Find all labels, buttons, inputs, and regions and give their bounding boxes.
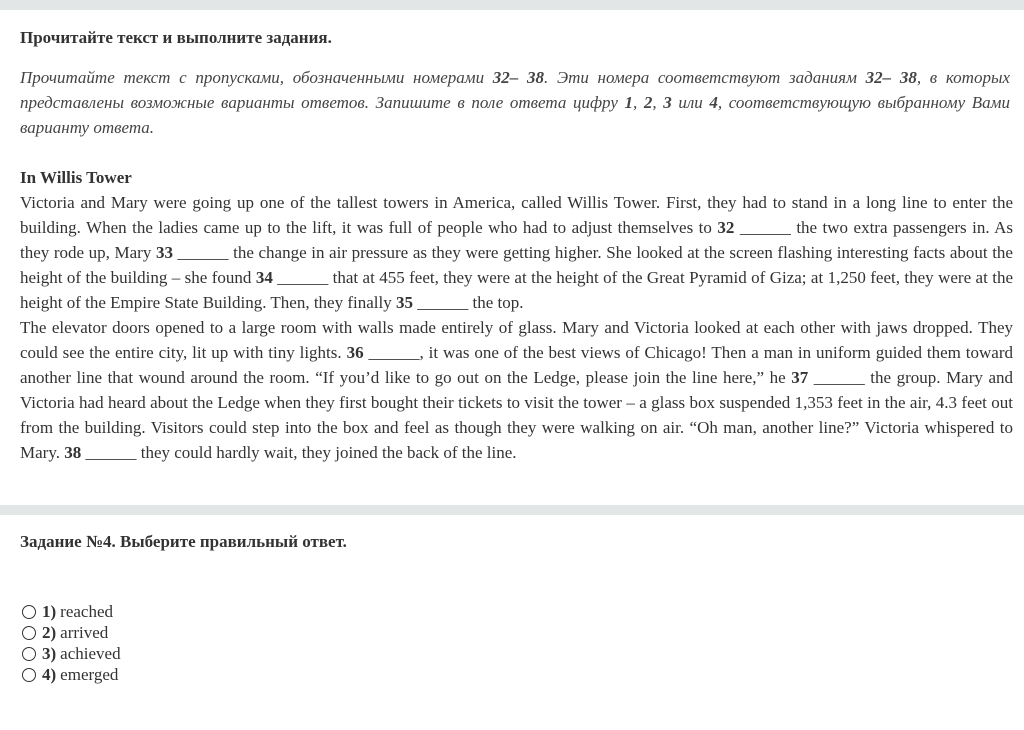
answer-option-2[interactable] bbox=[20, 622, 121, 643]
answer-option-4[interactable] bbox=[20, 664, 121, 685]
bold-text-run: 37 bbox=[791, 368, 809, 387]
bold-text-run: 32– 38 bbox=[492, 68, 544, 87]
option-label: emerged bbox=[60, 664, 119, 684]
text-run: ______ the change in air pressure as they were getting higher. She looked at the screen flashing interesting facts about the height of the building – she found bbox=[20, 243, 1013, 287]
text-run: , bbox=[632, 93, 644, 112]
text-run: ______ the top. bbox=[412, 293, 524, 312]
answer-option-1[interactable] bbox=[20, 601, 121, 622]
text-run: , соответствующую выбранному Вами варианту ответа. bbox=[20, 93, 1011, 137]
option-number: 1) bbox=[42, 601, 57, 621]
bold-text-run: 33 bbox=[155, 243, 173, 262]
passage-paragraph-2 bbox=[20, 315, 1013, 465]
radio-button[interactable] bbox=[22, 668, 36, 682]
text-run: или bbox=[671, 93, 710, 112]
option-label: reached bbox=[60, 601, 114, 621]
option-number: 2) bbox=[42, 622, 57, 642]
text-run: The elevator doors opened to a large room with walls made entirely of glass. Mary and Victoria looked at each other with jaws dropped. They could see the entire city, lit up with tiny lights. bbox=[20, 318, 1013, 362]
task-heading: Задание №4. Выберите правильный ответ. bbox=[20, 532, 347, 551]
answer-option-3[interactable] bbox=[20, 643, 121, 664]
option-label: arrived bbox=[60, 622, 109, 642]
passage-paragraph-1 bbox=[20, 190, 1013, 315]
bold-text-run: 3 bbox=[663, 93, 672, 112]
text-run: ______ that at 455 feet, they were at the height of the Great Pyramid of Giza; at 1,250 feet, they were at the height of the Empire State Building. Then, they finally bbox=[20, 268, 1013, 312]
bold-text-run: 32– 38 bbox=[865, 68, 917, 87]
text-run: ______, it was one of the best views of Chicago! Then a man in uniform guided them toward another line that wound around the room. “If you’d like to go out on the Ledge, please join the line here,” he bbox=[20, 343, 1013, 387]
text-run: , в которых представлены возможные варианты ответов. Запишите в поле ответа цифру bbox=[20, 68, 1011, 112]
passage-title: In Willis Tower bbox=[20, 168, 132, 187]
text-run: ______ they could hardly wait, they joined the back of the line. bbox=[81, 443, 517, 462]
bold-text-run: 1 bbox=[624, 93, 633, 112]
reading-passage bbox=[20, 165, 1013, 465]
top-divider-band bbox=[0, 0, 1024, 10]
page-heading: Прочитайте текст и выполните задания. bbox=[20, 28, 332, 47]
bold-text-run: 38 bbox=[64, 443, 82, 462]
option-number: 3) bbox=[42, 643, 57, 663]
text-run: , bbox=[652, 93, 664, 112]
text-run: ______ the two extra passengers in. As they rode up, Mary bbox=[20, 218, 1013, 262]
bold-text-run: 2 bbox=[643, 93, 653, 112]
option-label: achieved bbox=[60, 643, 121, 663]
bold-text-run: 34 bbox=[255, 268, 273, 287]
text-run: Прочитайте текст с пропусками, обозначенными номерами bbox=[20, 68, 493, 87]
text-run: Victoria and Mary were going up one of the tallest towers in America, called Willis Tower. First, they had to stand in a long line to enter the building. When the ladies came up to the lift, it was full of people who had to adjust themselves to bbox=[20, 193, 1013, 237]
text-run: . Эти номера соответствуют заданиям bbox=[544, 68, 866, 87]
text-run: ______ the group. Mary and Victoria had heard about the Ledge when they first bought their tickets to visit the tower – a glass box suspended 1,353 feet in the air, 4.3 feet out from the building. Visitors could step into the box and feel as though they were walking on air. “Oh man, another line?” Victoria whispered to Mary. bbox=[20, 368, 1013, 462]
option-number: 4) bbox=[42, 664, 57, 684]
radio-button[interactable] bbox=[22, 605, 36, 619]
section-divider-band bbox=[0, 505, 1024, 515]
bold-text-run: 4 bbox=[709, 93, 718, 112]
bold-text-run: 35 bbox=[395, 293, 413, 312]
instructions-text bbox=[20, 65, 1010, 140]
answer-options bbox=[20, 601, 121, 685]
bold-text-run: 32 bbox=[717, 218, 735, 237]
radio-button[interactable] bbox=[22, 626, 36, 640]
radio-button[interactable] bbox=[22, 647, 36, 661]
bold-text-run: 36 bbox=[346, 343, 364, 362]
